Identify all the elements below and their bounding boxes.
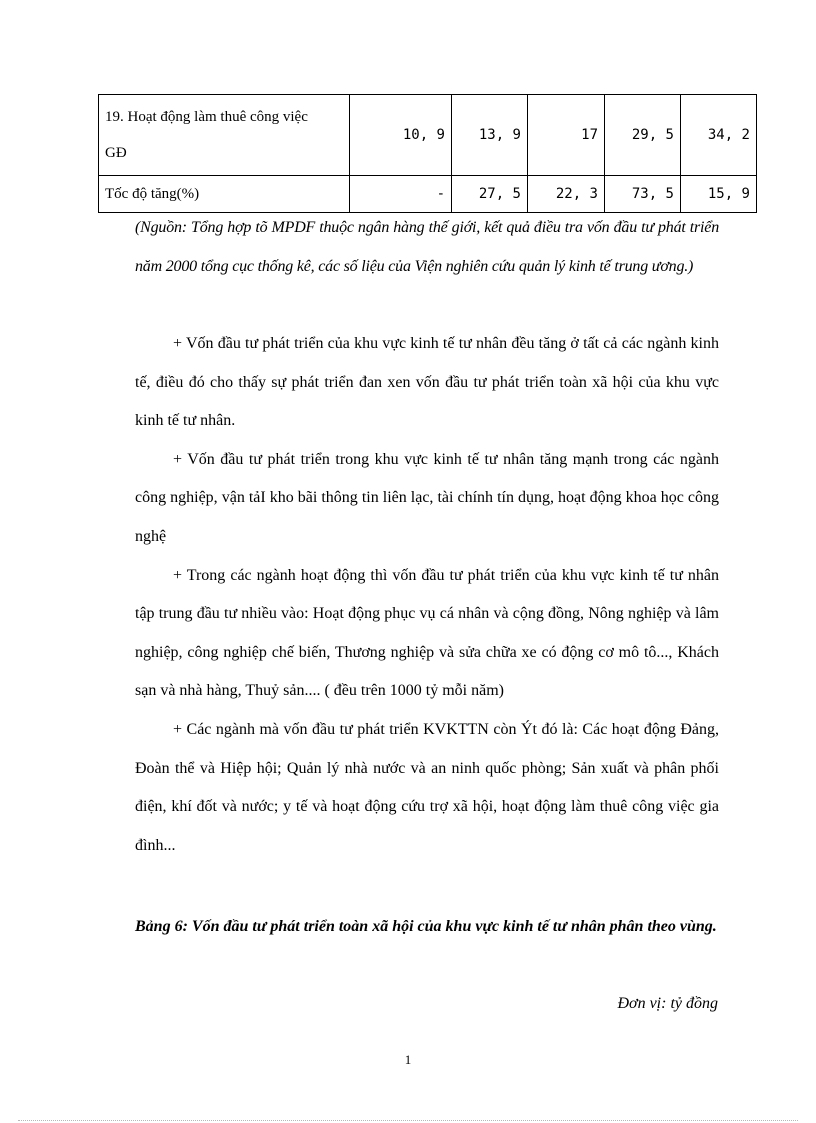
table-cell: 29, 5 (605, 95, 681, 176)
paragraph: + Vốn đầu tư phát triển của khu vực kinh tế tư nhân đều tăng ở tất cả các ngành kinh tế, điều đó cho thấy sự phát triển đan xen vốn đầu tư phát triển toàn xã hội của khu vực kinh tế tư nhân. (135, 335, 719, 430)
data-table (98, 94, 757, 213)
table-row (99, 176, 757, 213)
table-cell: 13, 9 (452, 95, 528, 176)
table-cell: 22, 3 (528, 176, 605, 213)
page-number: 1 (404, 1052, 412, 1067)
paragraph: + Vốn đầu tư phát triển trong khu vực kinh tế tư nhân tăng mạnh trong các ngành công nghiệp, vận tảI kho bãi thông tin liên lạc, tài chính tín dụng, hoạt động khoa học công nghệ (135, 450, 719, 545)
table-row-label (99, 95, 350, 176)
footer-divider (18, 1120, 798, 1121)
table-cell: 10, 9 (350, 95, 452, 176)
table-cell: 15, 9 (681, 176, 757, 213)
table-cell: 17 (528, 95, 605, 176)
table-cell: 27, 5 (452, 176, 528, 213)
table-cell: 34, 2 (681, 95, 757, 176)
table-row-label: Tốc độ tăng(%) (99, 176, 350, 213)
table-cell: - (350, 176, 452, 213)
body-paragraphs (135, 325, 719, 865)
row-label-line1: 19. Hoạt động làm thuê công việc (105, 109, 308, 125)
paragraph: + Các ngành mà vốn đầu tư phát triển KVKTTN còn Ýt đó là: Các hoạt động Đảng, Đoàn thể và Hiệp hội; Quản lý nhà nước và an ninh quốc phòng; Sản xuất và phân phối điện, khí đốt và nước; y tế và hoạt động cứu trợ xã hội, hoạt động làm thuê công việc gia đình... (135, 720, 719, 854)
row-label-line2: GĐ (105, 145, 127, 161)
table-heading: Bảng 6: Vốn đầu tư phát triển toàn xã hội của khu vực kinh tế tư nhân phân theo vùng. (135, 918, 717, 935)
table-cell: 73, 5 (605, 176, 681, 213)
table-row (99, 95, 757, 176)
unit-label: Đơn vị: tỷ đồng (617, 995, 718, 1012)
source-note: (Nguồn: Tổng hợp tõ MPDF thuộc ngân hàng thế giới, kết quả điều tra vốn đầu tư phát triển năm 2000 tổng cục thống kê, các số liệu của Viện nghiên cứu quản lý kinh tế trung ương.) (135, 219, 719, 275)
paragraph: + Trong các ngành hoạt động thì vốn đầu tư phát triển của khu vực kinh tế tư nhân tập trung đầu tư nhiều vào: Hoạt động phục vụ cá nhân và cộng đồng, Nông nghiệp và lâm nghiệp, công nghiệp chế biến, Thương nghiệp và sửa chữa xe có động cơ mô tô..., Khách sạn và nhà hàng, Thuỷ sản.... ( đều trên 1000 tỷ mỗi năm) (135, 566, 719, 700)
